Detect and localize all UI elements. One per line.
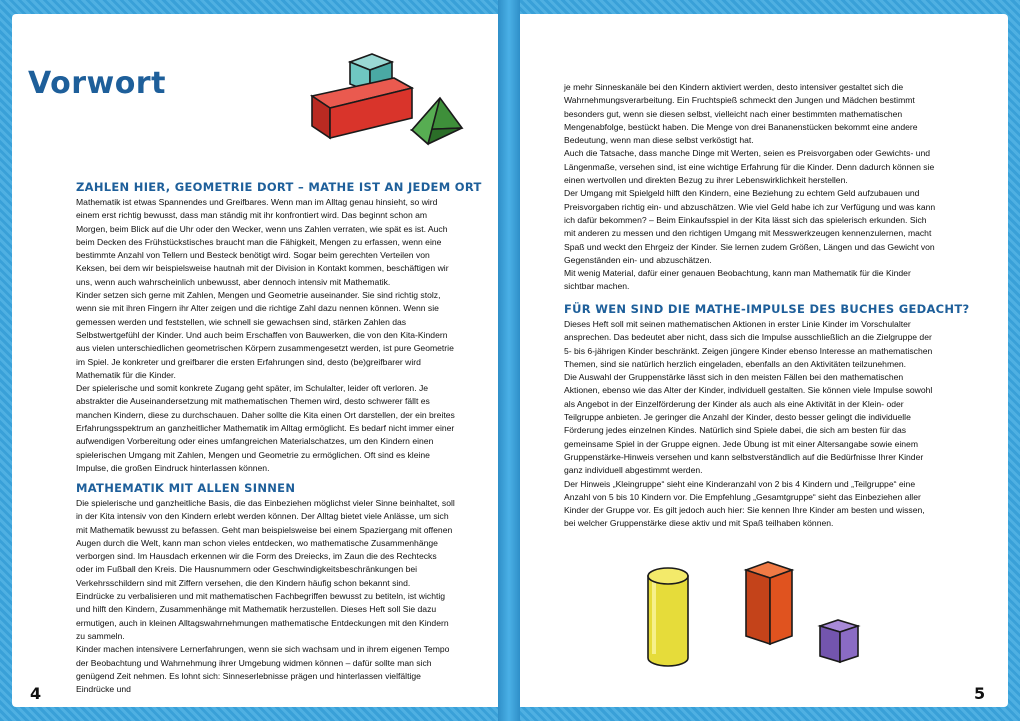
building-blocks-illustration (302, 48, 472, 168)
paragraph: Kinder machen intensivere Lernerfahrungen, wenn sie sich wachsam und in ihrem eigenen Tempo der Beobachtung und Wahrnehmung ihrer Umgebung widmen können – dafür sollte man sich genügend Zeit nehmen. Es lohnt sich: Sinneserlebnisse prägen und hinterlassen vielfältige Eindrücke und (76, 644, 450, 695)
paragraph: Eindrücke zu verbalisieren und mit mathematischen Fachbegriffen bewusst zu betiteln, ist wichtig und hilft den Kindern, Zusammenhänge mit Mathematik herzustellen. Dieses Heft soll Sie dazu ermutigen, auch in kleinen Alltagswahrnehmungen mathematische Entdeckungen mit den Kindern zu sammeln. (76, 591, 449, 641)
paragraph: Der Hinweis „Kleingruppe“ sieht eine Kinderanzahl von 2 bis 4 Kindern und „Teilgruppe“ eine Anzahl von 5 bis 10 Kindern vor. Die Empfehlung „Gesamtgruppe“ sieht das Einbeziehen aller Kinder der Gruppe vor. Es gilt jedoch auch hier: Sie kennen Ihre Kinder am besten und wissen, bei welcher Gruppenstärke diese aktiv und mit Spaß teilhaben können. (564, 478, 925, 529)
section-heading: ZAHLEN HIER, GEOMETRIE DORT – MATHE IST AN JEDEM ORT (76, 180, 482, 194)
page-title: Vorwort (28, 66, 166, 101)
yellow-cylinder-icon (648, 568, 688, 666)
section-body (76, 497, 456, 696)
paragraph: Die spielerische und ganzheitliche Basis, die das Einbeziehen möglichst vieler Sinne beinhaltet, soll in der Kita intensiv von den Kindern erlebt werden können. Der Alltag bietet viele Anlässe, um sich mit Mathematik bewusst zu befassen. Geht man beispielsweise bei einem Spaziergang mit offenen Augen durch die Welt, kann man schon vieles entdecken, wo mathematische Zusammenhänge verborgen sind. Im Hausdach erkennen wir die Form des Dreiecks, im Zaun die des Rechtecks oder im Fußball den Kreis. Die Hausnummern oder Geschwindigkeitsbeschränkungen bei Verkehrsschildern sind mit Ziffern versehen, die den Kindern häufig schon bekannt sind. (76, 498, 455, 588)
geometric-shapes-illustration (640, 560, 870, 675)
book-gutter (498, 0, 520, 721)
paragraph: Auch die Tatsache, dass manche Dinge mit Werten, seien es Preisvorgaben oder Gewichts- und Längenmaße, versehen sind, ist eine wichtige Erfahrung für die Kinder. Denn dadurch können sie einen wertvollen und direkten Bezug zu ihrer Lebenswirklichkeit herstellen. (564, 148, 935, 186)
page-number: 4 (30, 684, 42, 703)
section-body (76, 196, 456, 475)
paragraph: je mehr Sinneskanäle bei den Kindern aktiviert werden, desto intensiver gestaltet sich die Wahrnehmungsverarbeitung. Ein Fruchtspieß schmeckt den Jungen und Mädchen bestimmt besonders gut, wenn sie diesen selbst, vielleicht nach einer bestimmten mathematischen Mengenabfolge, bestückt haben. Die Menge von drei Bananenstücken bekommt eine andere Bedeutung, wenn man diese selbst verköstigt hat. (564, 82, 918, 146)
section-heading: FÜR WEN SIND DIE MATHE-IMPULSE DES BUCHES GEDACHT? (564, 302, 970, 316)
paragraph: Der spielerische und somit konkrete Zugang geht später, im Schulalter, leider oft verloren. Je abstrakter die Auseinandersetzung mit mathematischen Themen wird, desto schwerer fällt es manchen Kindern, diese zu durchschauen. Daher sollte die Kita einen Ort darstellen, der ein breites Erfahrungsspektrum an ganzheitlicher Mathematik im Alltag ermöglicht. Es bedarf nicht immer einer aufwendigen Vorbereitung oder eines umfangreichen Materialschatzes, um den Kindern einen spielerischen Umgang mit Zahlen, Mengen und Geometrie zu ermöglichen. Oft sind es kleine Impulse, die großen Eindruck hinterlassen können. (76, 383, 455, 473)
section-body (564, 318, 938, 531)
paragraph: Mathematik ist etwas Spannendes und Greifbares. Wenn man im Alltag genau hinsieht, so wird einem erst richtig bewusst, dass man ständig mit ihr konfrontiert wird. Das beginnt schon am Morgen, beim Blick auf die Uhr oder den Wecker, wenn uns Zahlen verraten, wie spät es ist. Auch beim Decken des Frühstückstisches braucht man die Fähigkeit, Mengen zu erfassen, wenn eine bestimmte Anzahl von Tellern und Besteck benötigt wird. Sogar beim gerechten Verteilen von Keksen, bei dem wir beispielsweise hautnah mit der Division in Kontakt kommen, beschäftigen wir uns, wenn auch wahrscheinlich unbewusst, aber dennoch intensiv mit Mathematik. (76, 197, 449, 287)
red-brick-icon (312, 78, 412, 138)
paragraph: Kinder setzen sich gerne mit Zahlen, Mengen und Geometrie auseinander. Sie sind richtig stolz, wenn sie mit ihren Fingern ihr Alter zeigen und die richtige Zahl dazu nennen können. Wenn sie gemessen werden und feststellen, wie schnell sie gewachsen sind, stärken Zahlen das Selbstwertgefühl der Kinder. Und auch beim Erschaffen von Bauwerken, die von den Kita-Kindern aus vielen unterschiedlichen geometrischen Körpern zusammengesetzt werden, ist pure Geometrie im Spiel. Je konkreter und greifbarer die ersten Erfahrungen sind, desto (be)greifbarer wird Mathematik für die Kinder. (76, 290, 454, 380)
orange-cuboid-icon (746, 562, 792, 644)
section-heading: MATHEMATIK MIT ALLEN SINNEN (76, 481, 296, 495)
page-number: 5 (974, 684, 986, 703)
paragraph: Die Auswahl der Gruppenstärke lässt sich in den meisten Fällen bei den mathematischen Aktionen, ebenso wie das Alter der Kinder, individuell gestalten. Sie können viele Impulse sowohl als Angebot in der Einzelförderung der Kinder als auch als eine Aktivität in der Klein- oder Teilgruppe anbieten. Je geringer die Anzahl der Kinder, desto besser gelingt die individuelle Förderung jedes einzelnen Kindes. Natürlich sind Spiele dabei, die sich am besten für das gemeinsame Spiel in der Gruppe eignen. Jede Übung ist mit einer Altersangabe sowie einem Gruppenstärke-Hinweis versehen und kann selbstverständlich auf die Bedürfnisse Ihrer Kinder ganz individuell abgestimmt werden. (564, 372, 933, 476)
paragraph: Mit wenig Material, dafür einer genauen Beobachtung, kann man Mathematik für die Kinder sichtbar machen. (564, 268, 911, 292)
purple-cube-icon (820, 620, 858, 662)
green-wedge-icon (412, 98, 462, 144)
section-body (564, 81, 938, 294)
paragraph: Dieses Heft soll mit seinen mathematischen Aktionen in erster Linie Kinder im Vorschulalter ansprechen. Das bedeutet aber nicht, dass sich die Impulse ausschließlich an die Zielgruppe der 5- bis 6-jährigen Kinder beschränkt. Zeigen jüngere Kinder ebenso Interesse an mathematischen Themen, sind sie natürlich herzlich eingeladen, ebenfalls an den Aktivitäten teilzunehmen. (564, 319, 933, 369)
paragraph: Der Umgang mit Spielgeld hilft den Kindern, eine Beziehung zu echtem Geld aufzubauen und Preisvorgaben richtig ein- und abzuschätzen. Wie viel Geld habe ich zur Verfügung und was kann ich dafür bekommen? – Beim Einkaufsspiel in der Kita lässt sich das spielerisch erkunden. Sich mit anderen zu messen und den richtigen Umgang mit Messwerkzeugen kennenzulernen, macht Spaß und weckt den Ehrgeiz der Kinder. Sie lernen zudem Größen, Längen und das Gewicht von Gegenständen ein- und abzuschätzen. (564, 188, 936, 265)
chapter-header-label: VORWORT (929, 26, 1002, 40)
